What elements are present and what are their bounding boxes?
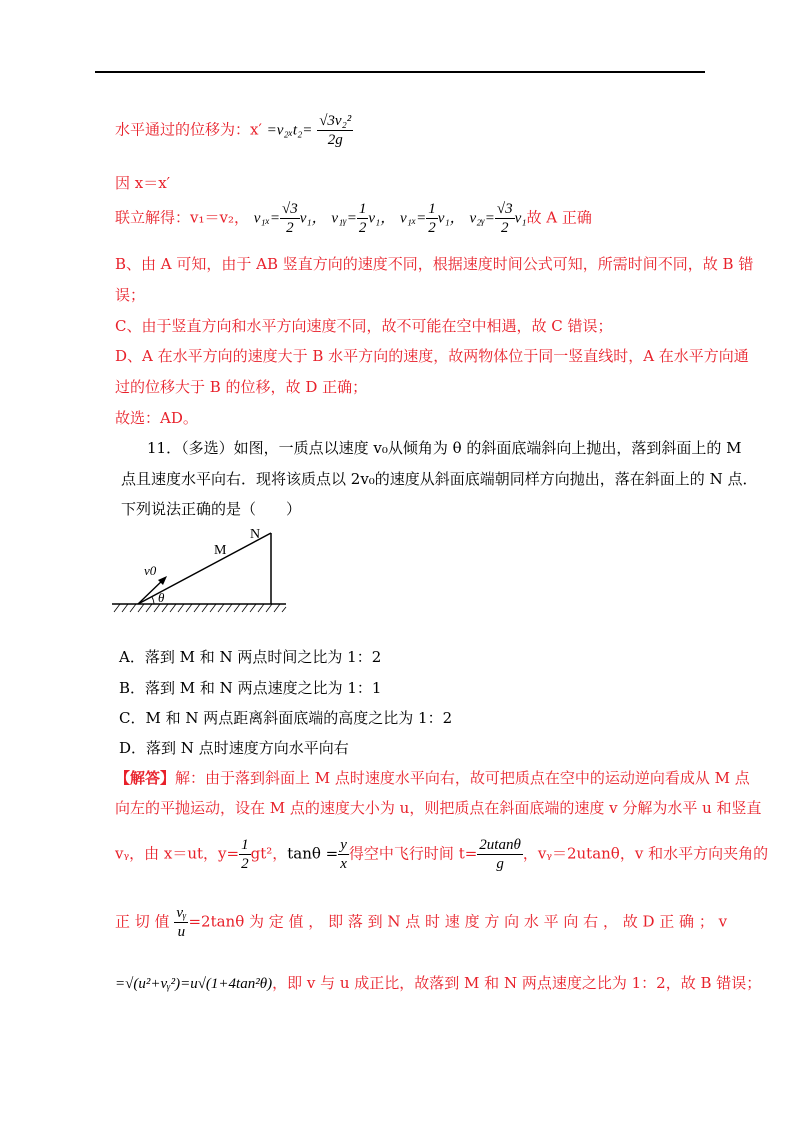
sol-fraction xyxy=(317,112,353,149)
sol-line-1 xyxy=(115,112,353,149)
sol-line-2: 因 x＝x′ xyxy=(115,174,171,192)
frac-den: x xyxy=(340,856,347,872)
ground-hatch xyxy=(114,604,286,612)
v1x-eq-2: v₁ₓ= xyxy=(400,210,427,227)
label-v0: v0 xyxy=(144,563,157,578)
frac-num: √3 xyxy=(496,201,513,217)
option-c: C．M 和 N 两点距离斜面底端的高度之比为 1：2 xyxy=(119,709,453,727)
answer-line-2: 向左的平抛运动，设在 M 点的速度大小为 u，则把质点在斜面底端的速度 v 分解为水平 u 和竖直 xyxy=(115,799,762,817)
answer-text-1: 解：由于落到斜面上 M 点时速度水平向右，故可把质点在空中的运动逆向看成从 M 点 xyxy=(175,769,750,787)
frac-den: 2 xyxy=(501,220,509,236)
a3-part1: vᵧ，由 x＝ut，y= xyxy=(115,844,240,863)
answer-line-5 xyxy=(115,972,761,993)
option-a: A．落到 M 和 N 两点时间之比为 1：2 xyxy=(119,648,382,666)
frac-half xyxy=(239,836,251,873)
answer-tag: 【解答】 xyxy=(115,769,176,787)
sol-line-3 xyxy=(115,200,592,237)
v1-term: v₁， xyxy=(437,210,465,227)
a4-part2: =2tanθ 为 定 值 ， 即 落 到 N 点 时 速 度 方 向 水 平 向 右 ， 故 D 正 确 ； v xyxy=(188,912,728,931)
v2y-eq: v₂ᵧ= xyxy=(469,210,495,227)
v1-term: v₁， xyxy=(368,210,396,227)
sol-c-line: C、由于竖直方向和水平方向速度不同，故不可能在空中相遇，故 C 错误； xyxy=(115,317,613,335)
frac-den: g xyxy=(496,856,504,872)
frac-tan xyxy=(174,904,188,941)
a3-part4: 得空中飞行时间 t= xyxy=(348,844,478,863)
sol-choose: 故选：AD。 xyxy=(115,409,198,427)
a3-part5: ，vᵧ＝2utanθ，v 和水平方向夹角的 xyxy=(522,844,769,863)
frac-b xyxy=(357,200,369,237)
frac-c xyxy=(426,200,438,237)
frac-den: 2 xyxy=(286,220,294,236)
frac-d xyxy=(495,200,515,237)
sol-eq: =v₂ₓt₂= xyxy=(266,122,313,139)
q11-line-3: 下列说法正确的是（ ） xyxy=(121,500,302,518)
option-b: B．落到 M 和 N 两点速度之比为 1：1 xyxy=(119,679,382,697)
sol-l3-pre: 联立解得：v₁＝v₂， xyxy=(115,208,249,227)
v1y-eq: v₁ᵧ= xyxy=(331,210,357,227)
incline-figure xyxy=(110,522,290,614)
angle-arc xyxy=(152,597,154,604)
label-M: M xyxy=(214,543,227,558)
frac-num: vᵧ xyxy=(176,905,187,921)
frac-num: √3 xyxy=(282,201,298,217)
answer-line-3 xyxy=(115,836,768,873)
sol-d-line-1: D、A 在水平方向的速度大于 B 水平方向的速度，故两物体位于同一竖直线时，A 在水平方向通 xyxy=(115,347,749,365)
a4-part1: 正 切 值 xyxy=(115,912,170,931)
frac-num: y xyxy=(340,837,347,853)
a3-part3: tanθ = xyxy=(287,844,339,863)
v1x-eq: v₁ₓ= xyxy=(253,210,281,227)
frac-num: 1 xyxy=(358,201,367,217)
frac-den: 2 xyxy=(241,856,249,872)
sol-b-line-2: 误； xyxy=(115,286,146,304)
q11-line-1: 11．（多选）如图，一质点以速度 v₀从倾角为 θ 的斜面底端斜向上抛出，落到斜面上的 M xyxy=(147,439,742,457)
v-formula: =√(u²+vᵧ²)=u√(1+4tan²θ) xyxy=(115,976,273,992)
sol-l3-end: 故 A 正确 xyxy=(526,208,592,227)
v1-term: v₁， xyxy=(299,210,327,227)
answer-line-1 xyxy=(115,767,750,788)
frac-a xyxy=(280,200,300,237)
label-theta: θ xyxy=(158,590,165,605)
a3-part2: gt²， xyxy=(250,844,288,863)
header-rule xyxy=(95,71,705,73)
a5-text: ，即 v 与 u 成正比，故落到 M 和 N 两点速度之比为 1：2，故 B 错误； xyxy=(272,974,762,992)
q11-line-2: 点且速度水平向右．现将该质点以 2v₀的速度从斜面底端朝同样方向抛出，落在斜面上的 N 点． xyxy=(121,470,758,488)
frac-den: 2 xyxy=(358,220,367,236)
frac-den: 2g xyxy=(327,132,343,148)
answer-line-4 xyxy=(115,904,727,941)
label-N: N xyxy=(250,527,261,542)
sol-d-line-2: 过的位移大于 B 的位移，故 D 正确； xyxy=(115,378,368,396)
frac-num: √3v₂² xyxy=(319,113,352,129)
frac-num: 1 xyxy=(241,837,249,853)
sol-b-line-1: B、由 A 可知，由于 AB 竖直方向的速度不同，根据速度时间公式可知，所需时间不同，故 B 错 xyxy=(115,255,754,273)
frac-num: 1 xyxy=(428,201,436,217)
v1-term: v₁ xyxy=(514,210,527,227)
frac-den: u xyxy=(177,924,186,940)
frac-num: 2utanθ xyxy=(479,837,521,853)
frac-yx xyxy=(338,836,349,873)
sol-label: 水平通过的位移为：x′ xyxy=(115,120,262,139)
frac-time xyxy=(477,836,523,873)
frac-den: 2 xyxy=(428,220,436,236)
option-d: D．落到 N 点时速度方向水平向右 xyxy=(119,739,349,757)
